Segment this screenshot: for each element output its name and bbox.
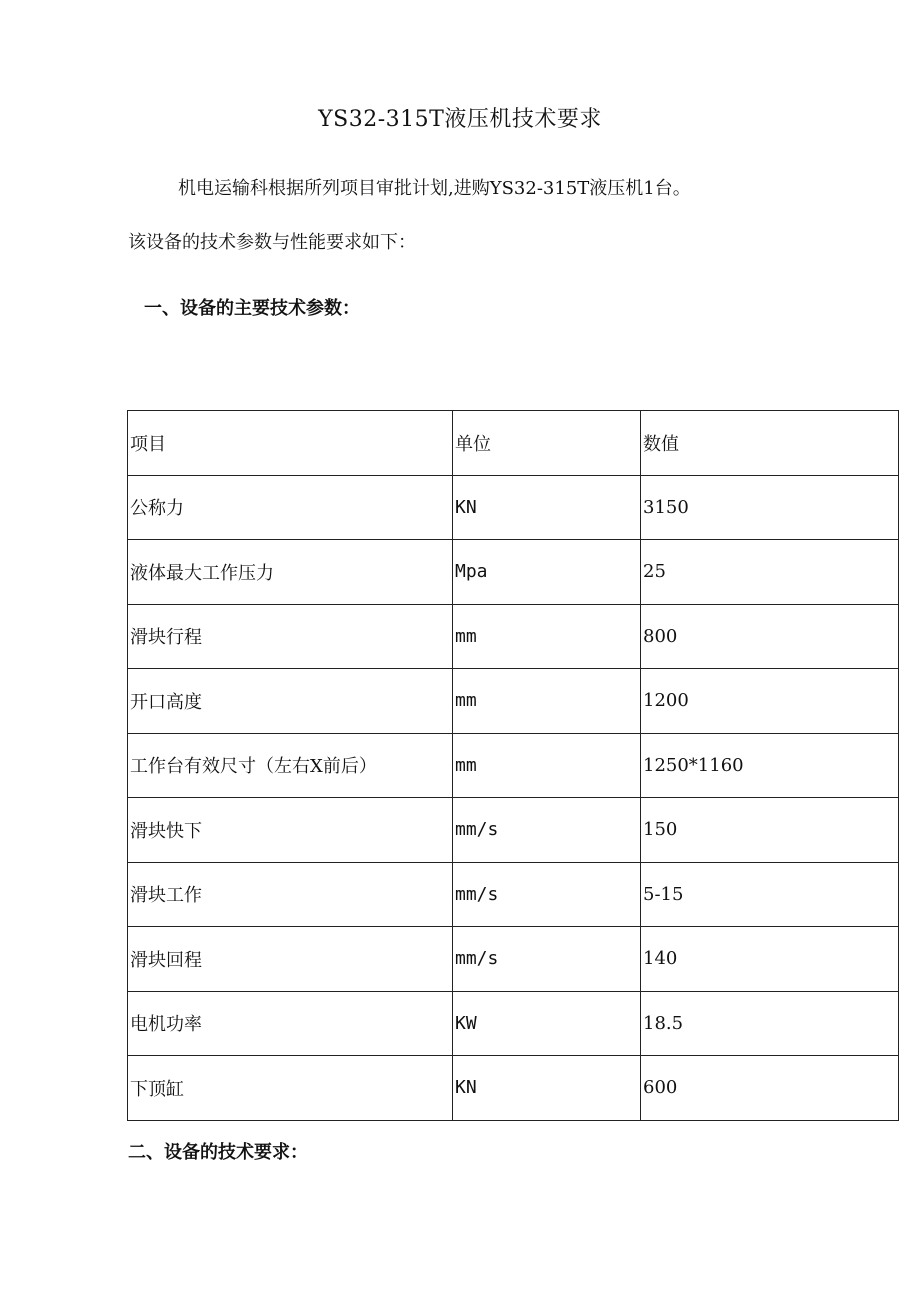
row-value: 3150 xyxy=(641,475,899,540)
row-item: 开口高度 xyxy=(128,669,453,734)
table-row xyxy=(128,733,899,798)
row-value: 600 xyxy=(641,1056,899,1121)
intro-paragraph: 机电运输科根据所列项目审批计划,进购YS32-315T液压机1台。 xyxy=(178,178,691,199)
row-value: 1250*1160 xyxy=(641,733,899,798)
row-item: 滑块工作 xyxy=(128,862,453,927)
table-row xyxy=(128,604,899,669)
section-1-heading: 一、设备的主要技术参数： xyxy=(144,298,360,319)
header-cell-value: 数值 xyxy=(641,411,899,476)
row-unit: mm xyxy=(453,733,641,798)
table-row xyxy=(128,540,899,605)
row-item: 液体最大工作压力 xyxy=(128,540,453,605)
header-cell-item: 项目 xyxy=(128,411,453,476)
row-item: 滑块行程 xyxy=(128,604,453,669)
row-unit: mm/s xyxy=(453,927,641,992)
table-row xyxy=(128,669,899,734)
row-item: 下顶缸 xyxy=(128,1056,453,1121)
table-row xyxy=(128,475,899,540)
row-unit: KN xyxy=(453,475,641,540)
row-unit: mm xyxy=(453,604,641,669)
intro-paragraph-continued: 该设备的技术参数与性能要求如下： xyxy=(128,232,416,253)
row-value: 25 xyxy=(641,540,899,605)
header-cell-unit: 单位 xyxy=(453,411,641,476)
table-row xyxy=(128,1056,899,1121)
row-value: 18.5 xyxy=(641,991,899,1056)
table-header-row xyxy=(128,411,899,476)
technical-parameters-table xyxy=(127,410,899,1121)
row-value: 800 xyxy=(641,604,899,669)
table-row xyxy=(128,927,899,992)
row-value: 150 xyxy=(641,798,899,863)
row-value: 1200 xyxy=(641,669,899,734)
row-item: 电机功率 xyxy=(128,991,453,1056)
document-title: YS32-315T液压机技术要求 xyxy=(318,107,602,132)
row-item: 滑块回程 xyxy=(128,927,453,992)
row-unit: mm xyxy=(453,669,641,734)
row-unit: mm/s xyxy=(453,862,641,927)
row-item: 工作台有效尺寸（左右X前后） xyxy=(128,733,453,798)
row-unit: KW xyxy=(453,991,641,1056)
table-row xyxy=(128,862,899,927)
table-row xyxy=(128,991,899,1056)
row-unit: KN xyxy=(453,1056,641,1121)
row-item: 滑块快下 xyxy=(128,798,453,863)
row-unit: mm/s xyxy=(453,798,641,863)
table-row xyxy=(128,798,899,863)
section-2-heading: 二、设备的技术要求： xyxy=(128,1142,308,1163)
row-unit: Mpa xyxy=(453,540,641,605)
row-value: 5-15 xyxy=(641,862,899,927)
row-item: 公称力 xyxy=(128,475,453,540)
row-value: 140 xyxy=(641,927,899,992)
